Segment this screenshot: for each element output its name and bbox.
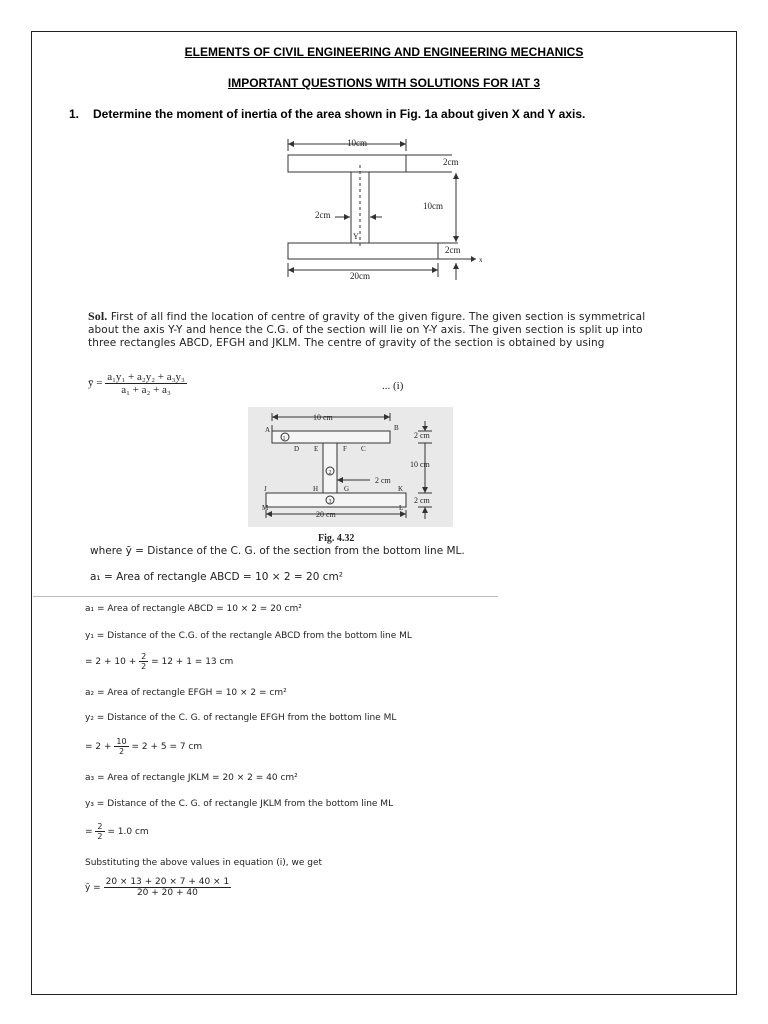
cg-equation-numerator: a₁y₁ + a₂y₂ + a₃y₃: [107, 371, 185, 383]
dim-top-thickness: 2cm: [443, 157, 459, 167]
final-equation: ȳ = $\frac{20 \times 13 + 20 \times 7 + 40 \times 1}{20 + 20 + 40}$: [85, 877, 230, 898]
fig2-bottom-dim: 20 cm: [316, 510, 336, 519]
figure-1a: [280, 135, 490, 285]
point-F: F: [343, 445, 347, 453]
fig2-right-dim-top: 2 cm: [414, 431, 430, 440]
point-A: A: [265, 426, 271, 434]
top-flange: [288, 155, 406, 172]
point-L: L: [399, 504, 404, 512]
point-D: D: [294, 445, 300, 453]
circle-label-1: 1: [282, 436, 286, 442]
final-denominator: 20 + 20 + 40: [136, 888, 198, 898]
step-y3-calc: = $\frac{2}{2}$ = 1.0 cm: [85, 822, 149, 841]
final-numerator: 20 × 13 + 20 × 7 + 40 × 1: [105, 877, 230, 887]
x-axis-label: x: [479, 256, 483, 264]
point-K: K: [398, 485, 404, 493]
figure-caption: Fig. 4.32: [318, 533, 355, 544]
where-line: where ȳ = Distance of the C. G. of the section from the bottom line ML.: [90, 545, 465, 557]
point-J: J: [264, 485, 267, 493]
question-number: 1.: [69, 107, 80, 121]
step-a1: a₁ = Area of rectangle ABCD = 10 × 2 = 20 cm²: [85, 604, 302, 614]
point-G: G: [344, 485, 350, 493]
step-y3: y₃ = Distance of the C. G. of rectangle JKLM from the bottom line ML: [85, 799, 394, 809]
document-title: ELEMENTS OF CIVIL ENGINEERING AND ENGINEERING MECHANICS: [184, 45, 584, 59]
cg-equation-lhs: ȳ =: [88, 377, 103, 390]
fig2-top-dim: 10 cm: [313, 413, 333, 422]
fig2-web-dim: 2 cm: [375, 476, 391, 485]
circle-label-2: 2: [328, 470, 332, 476]
point-H: H: [313, 485, 319, 493]
solution-text: First of all find the location of centre of gravity of the given figure. The given section is symmetrical about the axis Y-Y and hence the C.G. of the section will lie on Y-Y axis. The given section is split up into three rectangles ABCD, EFGH and JKLM. The centre of gravity of the section is obtained by using: [88, 311, 646, 349]
y-axis-label: Y: [353, 232, 359, 241]
dim-bottom-width: 20cm: [350, 271, 370, 281]
section-divider: [33, 596, 498, 597]
point-E: E: [314, 445, 319, 453]
point-C: C: [361, 445, 366, 453]
dim-bottom-thickness: 2cm: [445, 245, 461, 255]
step-y1-calc: = 2 + 10 + $\frac{2}{2}$ = 12 + 1 = 13 cm: [85, 652, 234, 671]
solution-paragraph: [88, 310, 648, 350]
point-M: M: [262, 504, 269, 512]
cg-equation-denominator: a₁ + a₂ + a₃: [121, 384, 171, 396]
figure-4-32: [248, 407, 453, 527]
step-y1: y₁ = Distance of the C.G. of the rectangle ABCD from the bottom line ML: [85, 631, 412, 641]
circle-label-3: 3: [328, 499, 332, 505]
dim-web-height: 10cm: [423, 201, 443, 211]
step-substitute: Substituting the above values in equation (i), we get: [85, 858, 323, 868]
step-y2: y₂ = Distance of the C. G. of rectangle EFGH from the bottom line ML: [85, 713, 397, 723]
a1-line-top: a₁ = Area of rectangle ABCD = 10 × 2 = 20 cm²: [90, 571, 343, 583]
step-a3: a₃ = Area of rectangle JKLM = 20 × 2 = 40 cm²: [85, 773, 298, 783]
fig2-right-dim-bottom: 2 cm: [414, 496, 430, 505]
step-y2-calc: = 2 + $\frac{10}{2}$ = 2 + 5 = 7 cm: [85, 737, 203, 756]
question-text: Determine the moment of inertia of the area shown in Fig. 1a about given X and Y axis.: [93, 107, 586, 121]
dim-web-thickness: 2cm: [315, 210, 331, 220]
cg-equation: [88, 371, 187, 396]
dim-top-width: 10cm: [347, 138, 367, 148]
step-a2: a₂ = Area of rectangle EFGH = 10 × 2 = cm²: [85, 688, 287, 698]
document-subtitle: IMPORTANT QUESTIONS WITH SOLUTIONS FOR IAT 3: [227, 76, 541, 90]
bottom-flange: [288, 243, 438, 259]
solution-label: Sol.: [88, 309, 108, 323]
equation-reference: ... (i): [382, 380, 404, 392]
point-B: B: [394, 424, 399, 432]
fig2-right-dim-web: 10 cm: [410, 460, 430, 469]
